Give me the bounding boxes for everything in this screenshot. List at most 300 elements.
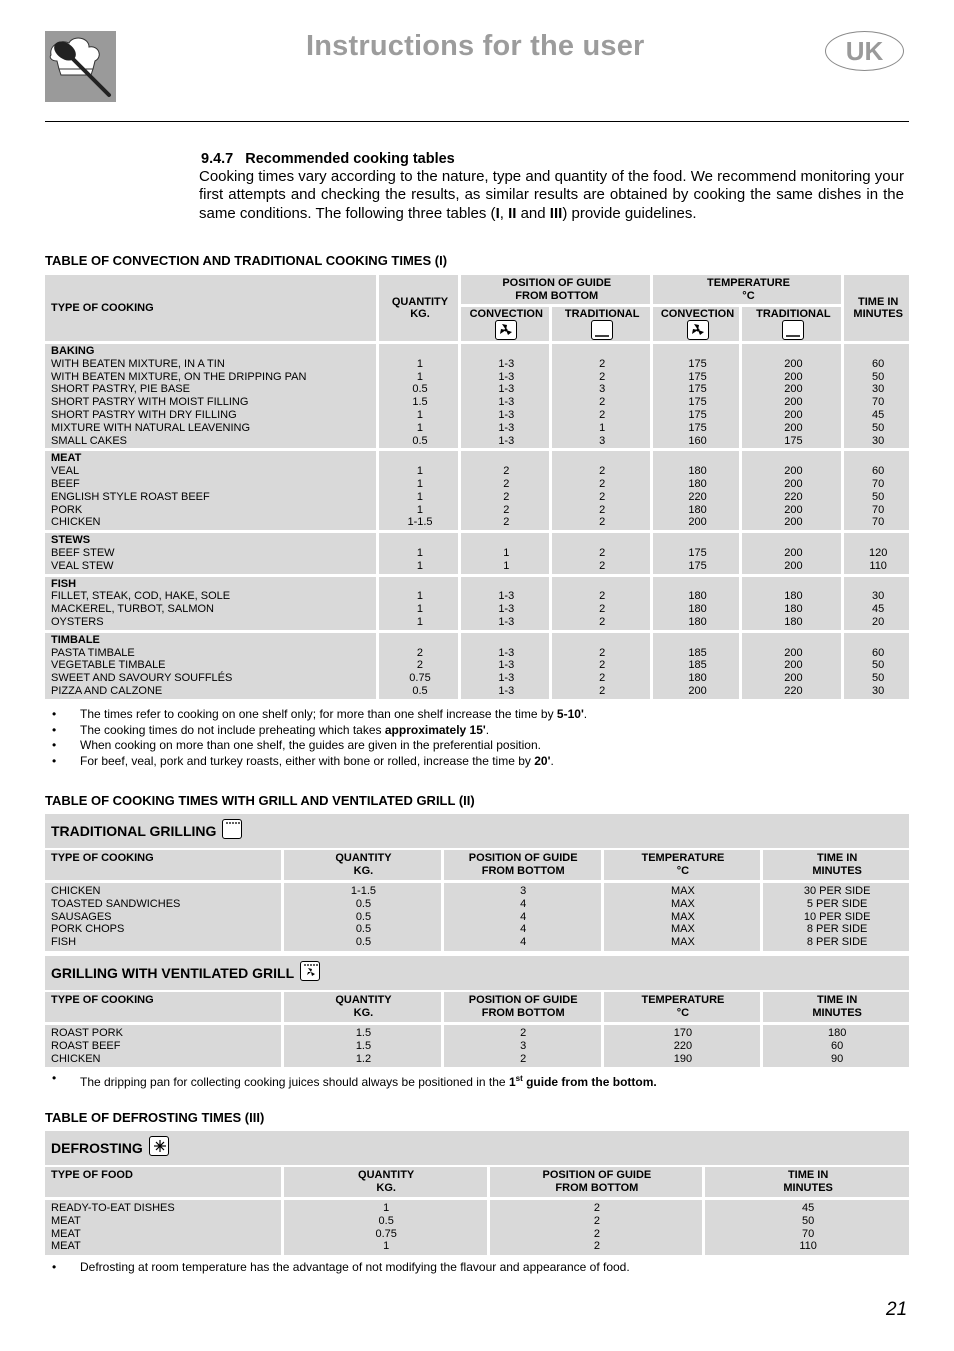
cell-line: 2: [599, 357, 606, 370]
spacer: [748, 534, 838, 547]
cell-line: 50: [872, 490, 885, 503]
cell-line: 1-3: [498, 370, 515, 383]
cell-line: 1.5: [355, 1039, 372, 1052]
cell-line: 1-3: [498, 684, 515, 697]
section-number: 9.4.7: [201, 151, 234, 167]
cell-value: [604, 883, 761, 951]
cell-line: 4: [520, 936, 527, 949]
cell-line: 2: [503, 516, 510, 529]
cell-line: 3: [520, 1039, 527, 1052]
group-name: FISH: [51, 577, 77, 590]
cell-line: 30: [872, 434, 885, 447]
cell-line: READY-TO-EAT DISHES: [51, 1202, 175, 1214]
cell-line: SMALL CAKES: [51, 434, 128, 447]
cell-line: 50: [872, 421, 885, 434]
cell-line: TOASTED SANDWICHES: [51, 897, 181, 910]
table-row-group: [45, 344, 909, 448]
cell-line: 1: [599, 421, 606, 434]
cell-line: PIZZA AND CALZONE: [51, 684, 163, 697]
cell-line: 2: [599, 477, 606, 490]
cell-line: VEAL: [51, 465, 80, 478]
cell-line: 200: [784, 503, 803, 516]
cell-line: ENGLISH STYLE ROAST BEEF: [51, 490, 210, 503]
cell-line: 0.5: [412, 383, 428, 396]
cell-line: 1: [383, 1202, 390, 1214]
cell-line: 0.5: [355, 897, 372, 910]
spacer: [558, 634, 647, 647]
cell-line: 2: [593, 1227, 600, 1240]
table-3-title: TABLE OF DEFROSTING TIMES (III): [45, 1110, 265, 1125]
cell-line: 2: [503, 490, 510, 503]
group-name: BAKING: [51, 345, 95, 357]
cell-line: 10 PER SIDE: [803, 910, 871, 923]
cell-line: 180: [827, 1027, 847, 1039]
cell-line: PASTA TIMBALE: [51, 646, 135, 659]
grill-icon: [222, 819, 242, 839]
cell-line: 2: [599, 672, 606, 685]
cell-line: SHORT PASTRY WITH DRY FILLING: [51, 408, 237, 421]
cell-line: 220: [784, 490, 803, 503]
cell-line: 1: [416, 421, 424, 434]
cell-dish: [45, 883, 281, 951]
cell-line: 2: [416, 646, 424, 659]
cell-value: [379, 633, 458, 699]
cell-value: [653, 577, 740, 630]
cell-value: [653, 633, 740, 699]
cell-line: 110: [869, 559, 887, 572]
cell-line: 0.75: [375, 1227, 397, 1240]
cell-line: 2: [599, 396, 606, 409]
spacer: [467, 534, 546, 547]
ventilated-grill-icon: [300, 961, 320, 981]
cell-value: [844, 633, 909, 699]
chef-spoon-logo: [45, 31, 116, 102]
cell-line: 45: [802, 1202, 815, 1214]
cell-line: 60: [872, 465, 885, 478]
cell-line: 200: [784, 646, 803, 659]
col-time: TIME IN MINUTES: [763, 850, 909, 880]
cell-line: BEEF STEW: [51, 546, 115, 559]
cell-line: MAX: [671, 923, 695, 936]
cell-line: 2: [599, 659, 606, 672]
cell-line: 220: [688, 490, 707, 503]
cell-line: 175: [688, 421, 707, 434]
spacer: [558, 345, 647, 358]
cell-dish: [45, 344, 376, 448]
cell-line: 160: [688, 434, 707, 447]
cell-line: 70: [872, 516, 885, 529]
cell-line: 200: [688, 516, 707, 529]
cell-line: 175: [688, 408, 707, 421]
cell-line: 50: [872, 659, 885, 672]
cell-line: 2: [503, 503, 510, 516]
defrosting-band: DEFROSTING: [45, 1131, 909, 1165]
cell-dish: [45, 1025, 281, 1067]
cell-dish: [45, 633, 376, 699]
top-bottom-heat-icon: [782, 320, 804, 340]
cell-line: 1-3: [498, 383, 515, 396]
cell-line: 175: [688, 370, 707, 383]
col-quantity: QUANTITY KG.: [379, 275, 458, 341]
cell-line: SHORT PASTRY, PIE BASE: [51, 383, 190, 396]
cell-line: 20: [872, 615, 885, 628]
cell-line: 180: [784, 603, 803, 616]
ventilated-grill-band: GRILLING WITH VENTILATED GRILL: [45, 956, 909, 990]
cell-value: [844, 577, 909, 630]
spacer: [659, 634, 737, 647]
group-name: MEAT: [51, 452, 82, 465]
cell-line: 175: [688, 396, 707, 409]
spacer: [850, 345, 906, 358]
cell-line: 1: [416, 370, 424, 383]
cell-line: 60: [831, 1039, 844, 1052]
table-2-title: TABLE OF COOKING TIMES WITH GRILL AND VENTILATED GRILL (II): [45, 793, 475, 808]
cell-line: 180: [688, 590, 707, 603]
cell-value: [461, 533, 549, 573]
cell-line: 190: [673, 1052, 693, 1065]
cell-line: 1.2: [355, 1052, 372, 1065]
cell-line: VEAL STEW: [51, 559, 114, 572]
cell-line: 30 PER SIDE: [803, 885, 871, 897]
cell-line: 2: [599, 516, 606, 529]
defrosting-table: [42, 1164, 912, 1258]
spacer: [467, 578, 546, 591]
table-row-group: [45, 451, 909, 530]
spacer: [659, 345, 737, 358]
spacer: [558, 452, 647, 465]
cell-value: [461, 344, 549, 448]
cell-line: PORK: [51, 503, 83, 516]
cell-dish: [45, 1200, 281, 1255]
fan-icon: [687, 320, 709, 340]
cell-line: 2: [599, 490, 606, 503]
sub-col-temp-convection: CONVECTION: [653, 307, 740, 341]
cell-value: [742, 533, 841, 573]
cell-line: 50: [872, 370, 885, 383]
cell-line: 50: [872, 672, 885, 685]
cell-line: 1-3: [498, 659, 515, 672]
cell-value: [742, 344, 841, 448]
spacer: [659, 534, 737, 547]
cell-line: 200: [784, 559, 803, 572]
cell-line: 185: [688, 659, 707, 672]
table-3-note: [52, 1260, 630, 1276]
cell-line: 2: [593, 1214, 600, 1227]
table-1-notes: [52, 707, 587, 769]
fan-icon: [495, 320, 517, 340]
cell-line: 1-3: [498, 408, 515, 421]
cell-line: MEAT: [51, 1240, 81, 1253]
note-item: • The cooking times do not include preheating which takes approximately 15'.: [52, 723, 587, 739]
cell-value: [490, 1200, 703, 1255]
cell-dish: [45, 533, 376, 573]
col-time: TIME IN MINUTES: [844, 275, 909, 341]
cell-value: [461, 577, 549, 630]
col-time: TIME IN MINUTES: [705, 1167, 909, 1197]
cell-line: 1-3: [498, 603, 515, 616]
cell-line: 200: [784, 546, 803, 559]
page-number: 21: [886, 1299, 908, 1320]
spacer: [850, 578, 906, 591]
spacer: [748, 452, 838, 465]
cell-line: 2: [593, 1202, 600, 1214]
cell-line: MIXTURE WITH NATURAL LEAVENING: [51, 421, 251, 434]
cell-line: 90: [831, 1052, 844, 1065]
spacer: [385, 634, 455, 647]
cell-value: [461, 451, 549, 530]
cell-line: 185: [688, 646, 707, 659]
cell-line: 220: [673, 1039, 693, 1052]
cell-line: 8 PER SIDE: [806, 923, 868, 936]
col-position-guide: POSITION OF GUIDE FROM BOTTOM: [444, 992, 601, 1022]
spacer: [748, 345, 838, 358]
spacer: [659, 578, 737, 591]
cell-line: 2: [599, 465, 606, 478]
col-temperature: TEMPERATURE °C: [653, 275, 842, 304]
spacer: [748, 634, 838, 647]
cell-line: 0.5: [355, 936, 372, 949]
cell-line: 0.75: [409, 672, 431, 685]
cell-value: [552, 451, 650, 530]
cell-line: 1-3: [498, 396, 515, 409]
cell-line: 1-1.5: [407, 516, 433, 529]
col-time: TIME IN MINUTES: [763, 992, 909, 1022]
cell-line: 200: [784, 477, 803, 490]
cell-value: [705, 1200, 909, 1255]
cell-line: 180: [688, 465, 707, 478]
spacer: [385, 345, 455, 358]
cell-line: 2: [599, 370, 606, 383]
cell-line: 70: [872, 477, 885, 490]
cell-line: 1: [416, 603, 424, 616]
cell-line: 50: [802, 1214, 815, 1227]
group-name: TIMBALE: [51, 633, 100, 646]
cell-dish: [45, 577, 376, 630]
cell-line: 1: [416, 477, 424, 490]
cell-line: 0.5: [412, 684, 428, 697]
cell-line: 180: [688, 672, 707, 685]
cell-line: 0.5: [378, 1214, 394, 1227]
traditional-grilling-band: TRADITIONAL GRILLING: [45, 814, 909, 848]
cell-line: CHICKEN: [51, 516, 101, 529]
cell-value: [763, 883, 909, 951]
sub-col-temp-traditional: TRADITIONAL: [742, 307, 841, 341]
cell-line: FISH: [51, 936, 77, 949]
cell-line: 60: [872, 357, 885, 370]
group-name: STEWS: [51, 534, 91, 547]
cell-line: 2: [599, 408, 606, 421]
cell-line: 70: [872, 396, 885, 409]
spacer: [850, 452, 906, 465]
cell-line: 180: [688, 615, 707, 628]
spacer: [659, 452, 737, 465]
cell-line: SWEET AND SAVOURY SOUFFLÉS: [51, 672, 233, 685]
col-type-of-cooking: TYPE OF COOKING: [45, 992, 281, 1022]
spacer: [850, 634, 906, 647]
cell-line: 4: [520, 910, 527, 923]
cell-line: 1: [416, 615, 424, 628]
cell-line: 5 PER SIDE: [806, 897, 868, 910]
cell-value: [844, 533, 909, 573]
cell-value: [742, 633, 841, 699]
cell-line: 45: [872, 408, 885, 421]
cell-line: CHICKEN: [51, 885, 101, 897]
cell-value: [653, 533, 740, 573]
cell-line: 200: [784, 357, 803, 370]
cell-line: 1: [416, 590, 424, 603]
cell-value: [742, 451, 841, 530]
cell-line: 175: [688, 383, 707, 396]
cell-line: 1.5: [412, 396, 428, 409]
spacer: [748, 578, 838, 591]
cell-line: 3: [599, 434, 606, 447]
cell-line: WITH BEATEN MIXTURE, IN A TIN: [51, 357, 225, 370]
cell-line: 2: [599, 646, 606, 659]
section-heading: [201, 151, 455, 167]
cell-line: MEAT: [51, 1214, 81, 1227]
cell-line: OYSTERS: [51, 615, 104, 628]
cell-line: MAX: [671, 936, 695, 949]
cell-line: 175: [784, 434, 803, 447]
cell-line: 2: [520, 1027, 527, 1039]
cell-line: MACKEREL, TURBOT, SALMON: [51, 603, 214, 616]
col-quantity: QUANTITY KG.: [284, 992, 441, 1022]
defrost-icon: [149, 1136, 169, 1156]
cell-line: 120: [868, 546, 888, 559]
cell-line: 170: [673, 1027, 693, 1039]
cell-line: FILLET, STEAK, COD, HAKE, SOLE: [51, 590, 231, 603]
cell-line: 1.5: [355, 1027, 372, 1039]
cell-line: 180: [688, 503, 707, 516]
spacer: [558, 534, 647, 547]
cell-line: 1: [416, 408, 424, 421]
spacer: [467, 345, 546, 358]
cell-line: 2: [593, 1240, 600, 1253]
cell-value: [284, 1025, 441, 1067]
col-quantity: QUANTITY KG.: [284, 1167, 487, 1197]
cell-line: SHORT PASTRY WITH MOIST FILLING: [51, 396, 249, 409]
cell-line: 2: [599, 503, 606, 516]
col-quantity: QUANTITY KG.: [284, 850, 441, 880]
cell-line: 30: [872, 383, 885, 396]
cell-line: 1-3: [498, 615, 515, 628]
cell-value: [844, 344, 909, 448]
cell-line: 30: [872, 590, 885, 603]
cell-value: [552, 533, 650, 573]
col-position-guide: POSITION OF GUIDE FROM BOTTOM: [461, 275, 650, 304]
table-1-title: TABLE OF CONVECTION AND TRADITIONAL COOKING TIMES (I): [45, 253, 448, 268]
cell-line: 1: [416, 559, 424, 572]
language-badge: UK: [825, 31, 904, 71]
cell-value: [444, 883, 601, 951]
cell-line: 70: [802, 1227, 815, 1240]
note-item: • When cooking on more than one shelf, the guides are given in the preferential position.: [52, 738, 587, 754]
top-bottom-heat-icon: [591, 320, 613, 340]
table-2-note: [52, 1071, 657, 1091]
cell-line: 3: [520, 885, 527, 897]
note-item: • The dripping pan for collecting cooking juices should always be positioned in the 1st guide from the bottom.: [52, 1071, 657, 1091]
cell-line: 180: [688, 477, 707, 490]
cell-line: MAX: [671, 910, 695, 923]
cell-line: 0.5: [412, 434, 428, 447]
cell-line: 45: [872, 603, 885, 616]
cell-value: [379, 577, 458, 630]
cell-line: 2: [520, 1052, 527, 1065]
cell-line: PORK CHOPS: [51, 923, 125, 936]
cell-line: 1: [383, 1240, 390, 1253]
cell-line: 200: [784, 516, 803, 529]
note-item: • For beef, veal, pork and turkey roasts, either with bone or rolled, increase the time by 20'.: [52, 754, 587, 770]
spacer: [467, 452, 546, 465]
cell-line: MAX: [671, 897, 695, 910]
cell-value: [552, 344, 650, 448]
table-row-group: [45, 633, 909, 699]
cell-line: 1: [503, 546, 510, 559]
cell-line: 200: [784, 659, 803, 672]
cell-line: 200: [784, 370, 803, 383]
spacer: [467, 634, 546, 647]
cell-line: 60: [872, 646, 885, 659]
cell-line: 70: [872, 503, 885, 516]
cell-line: 0.5: [355, 923, 372, 936]
cell-line: 200: [784, 383, 803, 396]
cell-line: 3: [599, 383, 606, 396]
cell-line: 1: [416, 357, 424, 370]
cell-line: 220: [784, 684, 803, 697]
note-item: • Defrosting at room temperature has the advantage of not modifying the flavour and appearance of food.: [52, 1260, 630, 1276]
page-title: Instructions for the user: [306, 30, 645, 62]
cell-line: 1-3: [498, 357, 515, 370]
cell-value: [604, 1025, 761, 1067]
cell-line: 4: [520, 923, 527, 936]
cell-line: 2: [503, 477, 510, 490]
col-type-of-food: TYPE OF FOOD: [45, 1167, 281, 1197]
spacer: [385, 578, 455, 591]
cell-line: 8 PER SIDE: [806, 936, 868, 949]
spacer: [385, 452, 455, 465]
cell-value: [653, 451, 740, 530]
cell-line: ROAST PORK: [51, 1027, 123, 1039]
col-position-guide: POSITION OF GUIDE FROM BOTTOM: [490, 1167, 703, 1197]
cell-value: [461, 633, 549, 699]
cell-line: 1-3: [498, 421, 515, 434]
cell-line: WITH BEATEN MIXTURE, ON THE DRIPPING PAN: [51, 370, 307, 383]
cell-line: 2: [416, 659, 424, 672]
col-temperature: TEMPERATURE °C: [604, 850, 761, 880]
section-title: Recommended cooking tables: [245, 151, 455, 167]
cell-value: [284, 883, 441, 951]
cell-line: CHICKEN: [51, 1052, 101, 1065]
cell-line: 1: [416, 546, 424, 559]
cell-line: 2: [599, 615, 606, 628]
cell-value: [379, 451, 458, 530]
cell-line: 1-3: [498, 434, 515, 447]
col-type-of-cooking: TYPE OF COOKING: [45, 275, 376, 341]
traditional-grilling-table: [42, 847, 912, 954]
table-row-group: [45, 577, 909, 630]
cell-line: 110: [799, 1240, 817, 1253]
cell-value: [284, 1200, 487, 1255]
cell-line: 200: [784, 408, 803, 421]
cell-line: 2: [599, 684, 606, 697]
cell-line: 200: [688, 684, 707, 697]
cell-value: [379, 533, 458, 573]
cell-line: 1: [416, 490, 424, 503]
note-item: • The times refer to cooking on one shelf only; for more than one shelf increase the time by 5-10'.: [52, 707, 587, 723]
cell-value: [379, 344, 458, 448]
cell-line: 1: [416, 503, 424, 516]
cell-line: 1: [416, 465, 424, 478]
